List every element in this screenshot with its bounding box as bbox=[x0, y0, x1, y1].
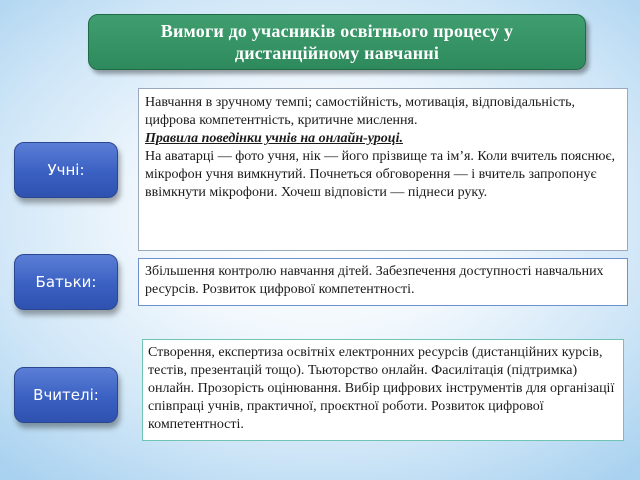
parents-label: Батьки: bbox=[35, 273, 97, 291]
teachers-requirements-box bbox=[142, 339, 624, 441]
students-button[interactable] bbox=[14, 142, 118, 198]
parents-text: Збільшення контролю навчання дітей. Забезпечення доступності навчальних ресурсів. Розвиток цифрової компетентності. bbox=[145, 264, 604, 297]
teachers-label: Вчителі: bbox=[33, 386, 99, 404]
students-label: Учні: bbox=[47, 161, 85, 179]
slide-title-line-1: Вимоги до учасників освітнього процесу у bbox=[160, 21, 514, 41]
students-requirements-box bbox=[138, 88, 628, 251]
teachers-button[interactable] bbox=[14, 367, 118, 423]
students-text-2: На аватарці — фото учня, нік — його прізвище та ім’я. Коли вчитель пояснює, мікрофон учня вимкнутий. Почнеться обговорення — і вчитель запропонує ввімкнути мікрофони. Хочеш відповісти — піднеси руку. bbox=[145, 149, 616, 200]
teachers-text: Створення, експертиза освітніх електронних ресурсів (дистанційних курсів, тестів, презентацій тощо). Тьюторство онлайн. Фасилітація (підтримка) онлайн. Прозорість оцінювання. Вибір цифрових інструментів для організації співпраці учнів, практичної, проєктної роботи. Розвиток цифрової компетентності. bbox=[148, 345, 615, 432]
slide-title bbox=[88, 14, 586, 70]
students-rules-title: Правила поведінки учнів на онлайн-уроці. bbox=[145, 131, 403, 146]
parents-button[interactable] bbox=[14, 254, 118, 310]
slide-title-line-2: дистанційному навчанні bbox=[234, 43, 440, 63]
students-text-1: Навчання в зручному темпі; самостійність, мотивація, відповідальність, цифрова компетентність, критичне мислення. bbox=[145, 95, 576, 128]
parents-requirements-box bbox=[138, 258, 628, 306]
